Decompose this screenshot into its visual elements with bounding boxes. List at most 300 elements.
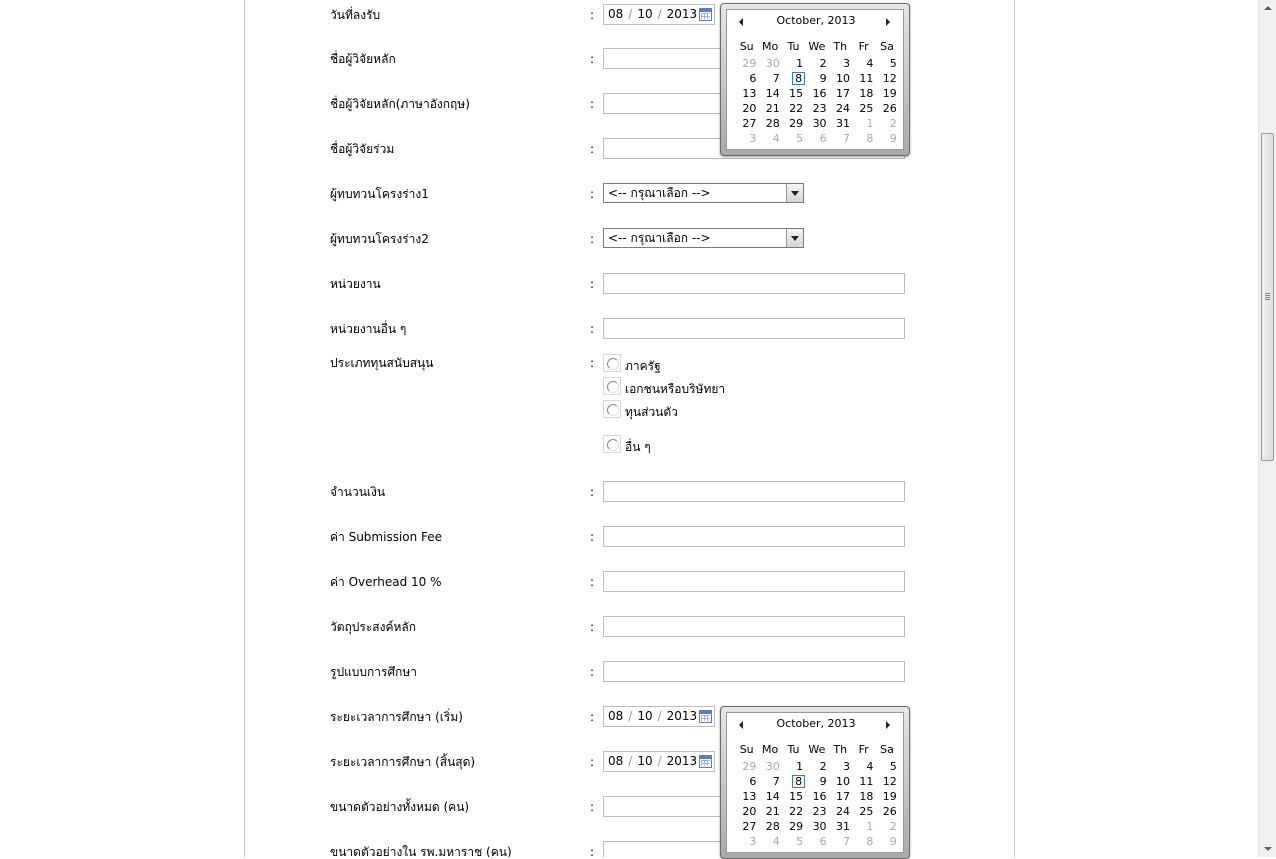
calendar-day-other-month[interactable] [852,819,875,834]
calendar-day[interactable] [875,101,898,116]
calendar-day-number: 24 [835,805,850,818]
calendar-day-other-month[interactable] [782,834,805,849]
reviewer2-label: ผู้ทบทวนโครงร่าง2 [330,232,429,246]
study-start-date-picker[interactable] [603,706,715,727]
calendar-week [735,759,899,774]
calendar-popup[interactable] [720,706,910,859]
calendar-day-number: 30 [812,117,827,130]
calendar-week [735,86,899,101]
study-design-row [0,661,1258,685]
calendar-day[interactable] [782,101,805,116]
calendar-day[interactable] [805,759,828,774]
calendar-day[interactable] [758,789,781,804]
dropdown-arrow-icon[interactable] [786,184,803,202]
funding-option-label: อื่น ๆ [625,440,651,454]
pi-name-row [0,48,1258,72]
calendar-day-number: 24 [835,102,850,115]
calendar-icon[interactable] [699,8,712,21]
date-year: 2013 [666,754,698,768]
calendar-week [735,101,899,116]
calendar-day-number: 16 [812,790,827,803]
study-end-row [0,751,1258,775]
colon: : [590,800,595,814]
amount-row [0,481,1258,505]
calendar-day[interactable] [829,804,852,819]
date-month: 10 [637,709,653,723]
calendar-day-number: 15 [789,790,804,803]
calendar-week [735,56,899,71]
colon: : [590,8,595,22]
date-month: 10 [637,7,653,21]
calendar-week [735,819,899,834]
calendar-day-number: 29 [742,760,757,773]
amount-input[interactable] [603,481,905,502]
department-label: หน่วยงาน [330,277,381,291]
calendar-day-number: 19 [882,87,897,100]
weekday-header: Mo [761,743,779,756]
calendar-day-number: 12 [882,775,897,788]
calendar-day[interactable] [852,774,875,789]
calendar-day-number: 14 [765,790,780,803]
calendar-day[interactable] [852,56,875,71]
calendar-day-other-month[interactable] [735,56,758,71]
weekday-header: Tu [787,743,800,756]
next-month-icon[interactable] [883,720,893,730]
calendar-day[interactable] [829,819,852,834]
funding-option-label: เอกชนหรือบริษัทยา [625,382,726,396]
calendar-day-number: 8 [866,132,874,145]
weekday-row [735,40,899,56]
calendar-day[interactable] [829,86,852,101]
weekday-header: Mo [761,40,779,53]
department-input[interactable] [603,273,905,294]
calendar-day-number: 29 [789,820,804,833]
colon: : [590,575,595,589]
calendar-day-other-month[interactable] [829,131,852,146]
co-researcher-label: ชื่อผู้วิจัยร่วม [330,142,395,156]
reviewer1-row [0,183,1258,207]
calendar-day[interactable] [805,804,828,819]
colon: : [590,232,595,246]
calendar-day[interactable] [805,56,828,71]
calendar-day[interactable] [758,804,781,819]
calendar-day[interactable] [735,71,758,86]
calendar-day-other-month[interactable] [805,131,828,146]
calendar-day-number: 23 [812,102,827,115]
pi-name-label: ชื่อผู้วิจัยหลัก [330,52,396,66]
calendar-icon[interactable] [699,755,712,768]
calendar-day[interactable] [782,819,805,834]
calendar-day[interactable] [735,819,758,834]
calendar-day-number: 3 [749,132,757,145]
calendar-week [735,834,899,849]
submission-fee-row [0,526,1258,550]
overhead-row [0,571,1258,595]
calendar-day[interactable] [782,56,805,71]
calendar-day[interactable] [852,71,875,86]
colon: : [590,322,595,336]
calendar-day-other-month[interactable] [852,834,875,849]
calendar-day-number: 1 [866,117,874,130]
calendar-day[interactable] [758,116,781,131]
calendar-day-number: 26 [882,102,897,115]
submission-fee-label: ค่า Submission Fee [330,530,443,544]
weekday-header: Su [739,40,754,53]
calendar-day-number: 11 [859,72,874,85]
funding-type-row [0,352,1258,462]
reviewer2-row [0,228,1258,252]
reviewer2-select[interactable] [603,228,804,248]
total-sample-label: ขนาดตัวอย่างทั้งหมด (คน) [330,800,470,814]
calendar-header [727,14,905,30]
calendar-day-number: 11 [859,775,874,788]
calendar-day-number: 2 [819,57,827,70]
calendar-day[interactable] [782,86,805,101]
calendar-day-number: 10 [835,775,850,788]
calendar-day[interactable] [735,101,758,116]
calendar-day-number: 7 [842,835,850,848]
calendar-day-other-month[interactable] [875,834,898,849]
calendar-day[interactable] [782,759,805,774]
colon: : [590,142,595,156]
calendar-day-other-month[interactable] [735,759,758,774]
weekday-header: We [808,40,826,53]
received-date-picker[interactable] [603,4,715,25]
radio-button[interactable] [603,377,621,395]
calendar-day[interactable] [758,86,781,101]
calendar-day-number: 4 [772,132,780,145]
calendar-day-number: 25 [859,805,874,818]
hospital-sample-label: ขนาดตัวอย่างใน รพ.มหาราช (คน) [330,845,512,857]
calendar-day[interactable] [735,86,758,101]
weekday-header: Th [833,743,848,756]
colon: : [590,356,595,370]
calendar-day[interactable] [758,774,781,789]
calendar-day-number: 18 [859,87,874,100]
calendar-day[interactable] [758,819,781,834]
calendar-day-number: 8 [792,72,805,85]
calendar-day-other-month[interactable] [852,116,875,131]
calendar-day-number: 13 [742,790,757,803]
calendar-day-number: 9 [889,835,897,848]
date-separator: / [657,7,662,21]
calendar-day-number: 31 [835,117,850,130]
funding-option-label: ภาครัฐ [625,359,661,373]
calendar-day-other-month[interactable] [758,56,781,71]
scroll-up-arrow-icon[interactable] [1259,0,1276,17]
calendar-day-other-month[interactable] [805,834,828,849]
calendar-day-number: 1 [866,820,874,833]
calendar-day-number: 30 [812,820,827,833]
other-department-row [0,318,1258,342]
calendar-day-number: 4 [772,835,780,848]
calendar-icon[interactable] [699,710,712,723]
calendar-day-number: 29 [742,57,757,70]
calendar-day-number: 7 [772,72,780,85]
calendar-day[interactable] [805,819,828,834]
date-separator: / [628,709,633,723]
calendar-day-other-month[interactable] [758,131,781,146]
date-separator: / [657,754,662,768]
calendar-title[interactable]: October, 2013 [776,14,856,27]
study-start-label: ระยะเวลาการศึกษา (เริ่ม) [330,710,463,724]
radio-button[interactable] [603,435,621,453]
scroll-down-arrow-icon[interactable] [1259,840,1276,857]
calendar-day-number: 5 [889,760,897,773]
calendar-day-number: 21 [765,102,780,115]
calendar-day-number: 8 [866,835,874,848]
calendar-day-number: 20 [742,805,757,818]
reviewer2-selected: <-- กรุณาเลือก --> [608,231,711,245]
colon: : [590,665,595,679]
calendar-popup[interactable] [720,3,910,156]
calendar-day-number: 6 [819,132,827,145]
vertical-scrollbar[interactable] [1258,0,1276,857]
weekday-header: Tu [787,40,800,53]
prev-month-icon[interactable] [737,17,747,27]
calendar-day[interactable] [852,86,875,101]
calendar-day[interactable] [805,71,828,86]
date-year: 2013 [666,709,698,723]
calendar-body [726,9,904,150]
calendar-day[interactable] [875,86,898,101]
calendar-day[interactable] [829,774,852,789]
calendar-day-number: 2 [819,760,827,773]
calendar-day[interactable] [852,759,875,774]
calendar-grid [735,743,899,849]
calendar-day-number: 12 [882,72,897,85]
calendar-day[interactable] [875,759,898,774]
calendar-day[interactable] [852,789,875,804]
weekday-header: Fr [858,743,869,756]
next-month-icon[interactable] [883,17,893,27]
calendar-day-number: 5 [796,835,804,848]
calendar-day[interactable] [829,116,852,131]
calendar-day[interactable] [805,116,828,131]
calendar-day[interactable] [735,804,758,819]
calendar-day-number: 6 [749,775,757,788]
calendar-day[interactable] [805,86,828,101]
colon: : [590,710,595,724]
calendar-day-number: 10 [835,72,850,85]
calendar-day-number: 5 [889,57,897,70]
calendar-day[interactable] [782,804,805,819]
calendar-day[interactable] [829,789,852,804]
calendar-day-number: 29 [789,117,804,130]
dropdown-arrow-icon[interactable] [786,229,803,247]
overhead-input[interactable] [603,571,905,592]
calendar-day[interactable] [805,774,828,789]
calendar-day[interactable] [735,789,758,804]
calendar-day[interactable] [829,71,852,86]
colon: : [590,755,595,769]
calendar-day-other-month[interactable] [875,116,898,131]
other-department-input[interactable] [603,318,905,339]
calendar-day[interactable] [805,789,828,804]
calendar-day-number: 3 [842,57,850,70]
date-year: 2013 [666,7,698,21]
calendar-day[interactable] [735,116,758,131]
other-department-label: หน่วยงานอื่น ๆ [330,322,407,336]
reviewer1-select[interactable] [603,183,804,203]
calendar-week [735,789,899,804]
date-separator: / [657,709,662,723]
radio-button[interactable] [603,354,621,372]
department-row [0,273,1258,297]
total-sample-row [0,796,1258,820]
reviewer1-selected: <-- กรุณาเลือก --> [608,186,711,200]
weekday-row [735,743,899,759]
received-date-row [0,4,1258,28]
calendar-day-number: 22 [789,805,804,818]
calendar-day[interactable] [782,116,805,131]
calendar-day-number: 7 [772,775,780,788]
calendar-day[interactable] [875,774,898,789]
weekday-header: Fr [858,40,869,53]
calendar-day-selected[interactable] [782,71,805,86]
calendar-day-other-month[interactable] [735,834,758,849]
calendar-day[interactable] [829,101,852,116]
colon: : [590,52,595,66]
calendar-day[interactable] [829,759,852,774]
weekday-header: Sa [880,40,894,53]
calendar-day-number: 28 [765,820,780,833]
colon: : [590,277,595,291]
calendar-day-other-month[interactable] [758,759,781,774]
pi-name-en-row [0,93,1258,117]
calendar-day[interactable] [782,789,805,804]
study-design-input[interactable] [603,661,905,682]
calendar-day-number: 15 [789,87,804,100]
calendar-day-number: 17 [835,790,850,803]
prev-month-icon[interactable] [737,720,747,730]
calendar-day-number: 6 [819,835,827,848]
colon: : [590,187,595,201]
calendar-day-number: 18 [859,790,874,803]
calendar-day-number: 16 [812,87,827,100]
calendar-week [735,804,899,819]
calendar-day[interactable] [852,101,875,116]
overhead-label: ค่า Overhead 10 % [330,575,442,589]
funding-type-label: ประเภททุนสนับสนุน [330,356,434,370]
calendar-day-number: 4 [866,57,874,70]
main-objective-row [0,616,1258,640]
date-separator: / [628,7,633,21]
calendar-day-number: 2 [889,820,897,833]
submission-fee-input[interactable] [603,526,905,547]
calendar-day-number: 1 [796,57,804,70]
colon: : [590,530,595,544]
calendar-day-number: 27 [742,117,757,130]
date-day: 08 [608,7,624,21]
calendar-day[interactable] [875,804,898,819]
co-researcher-row [0,138,1258,162]
calendar-header [727,717,905,733]
calendar-day-number: 8 [792,775,805,788]
date-month: 10 [637,754,653,768]
calendar-day-number: 25 [859,102,874,115]
weekday-header: Th [833,40,848,53]
calendar-day[interactable] [735,774,758,789]
calendar-day-other-month[interactable] [875,819,898,834]
calendar-day-other-month[interactable] [852,131,875,146]
study-design-label: รูปแบบการศึกษา [330,665,418,679]
calendar-day-number: 23 [812,805,827,818]
calendar-day-number: 3 [749,835,757,848]
calendar-day-other-month[interactable] [735,131,758,146]
calendar-day-number: 26 [882,805,897,818]
calendar-day-number: 19 [882,790,897,803]
funding-option-label: ทุนส่วนตัว [625,405,678,419]
calendar-day-number: 13 [742,87,757,100]
colon: : [590,485,595,499]
calendar-day-number: 6 [749,72,757,85]
calendar-week [735,116,899,131]
main-objective-label: วัตถุประสงค์หลัก [330,620,417,634]
weekday-header: We [808,743,826,756]
calendar-day-number: 2 [889,117,897,130]
received-date-label: วันที่ลงรับ [330,8,381,22]
calendar-week [735,774,899,789]
calendar-day-number: 1 [796,760,804,773]
colon: : [590,845,595,857]
calendar-week [735,71,899,86]
calendar-grid [735,40,899,146]
study-end-date-picker[interactable] [603,751,715,772]
calendar-day[interactable] [758,101,781,116]
calendar-day-number: 9 [889,132,897,145]
pi-name-en-label: ชื่อผู้วิจัยหลัก(ภาษาอังกฤษ) [330,97,470,111]
date-day: 08 [608,709,624,723]
study-start-row [0,706,1258,730]
calendar-day[interactable] [829,56,852,71]
calendar-day-other-month[interactable] [829,834,852,849]
colon: : [590,620,595,634]
date-day: 08 [608,754,624,768]
calendar-body [726,712,904,853]
calendar-day-number: 7 [842,132,850,145]
calendar-day-number: 4 [866,760,874,773]
calendar-title[interactable]: October, 2013 [776,717,856,730]
calendar-day[interactable] [875,71,898,86]
weekday-header: Sa [880,743,894,756]
calendar-day-number: 9 [819,72,827,85]
radio-button[interactable] [603,400,621,418]
calendar-day-number: 28 [765,117,780,130]
calendar-day-number: 3 [842,760,850,773]
calendar-day-number: 5 [796,132,804,145]
calendar-day-number: 27 [742,820,757,833]
calendar-day-other-month[interactable] [782,131,805,146]
calendar-day-other-month[interactable] [875,131,898,146]
hospital-sample-row [0,841,1258,857]
main-objective-input[interactable] [603,616,905,637]
calendar-day-number: 14 [765,87,780,100]
calendar-day-number: 9 [819,775,827,788]
reviewer1-label: ผู้ทบทวนโครงร่าง1 [330,187,429,201]
calendar-day[interactable] [758,71,781,86]
calendar-day-number: 17 [835,87,850,100]
calendar-day-number: 22 [789,102,804,115]
calendar-day[interactable] [805,101,828,116]
calendar-day-selected[interactable] [782,774,805,789]
calendar-day-number: 30 [765,760,780,773]
calendar-day[interactable] [875,56,898,71]
calendar-day[interactable] [875,789,898,804]
calendar-day[interactable] [852,804,875,819]
calendar-day-other-month[interactable] [758,834,781,849]
scroll-thumb[interactable] [1261,133,1274,461]
